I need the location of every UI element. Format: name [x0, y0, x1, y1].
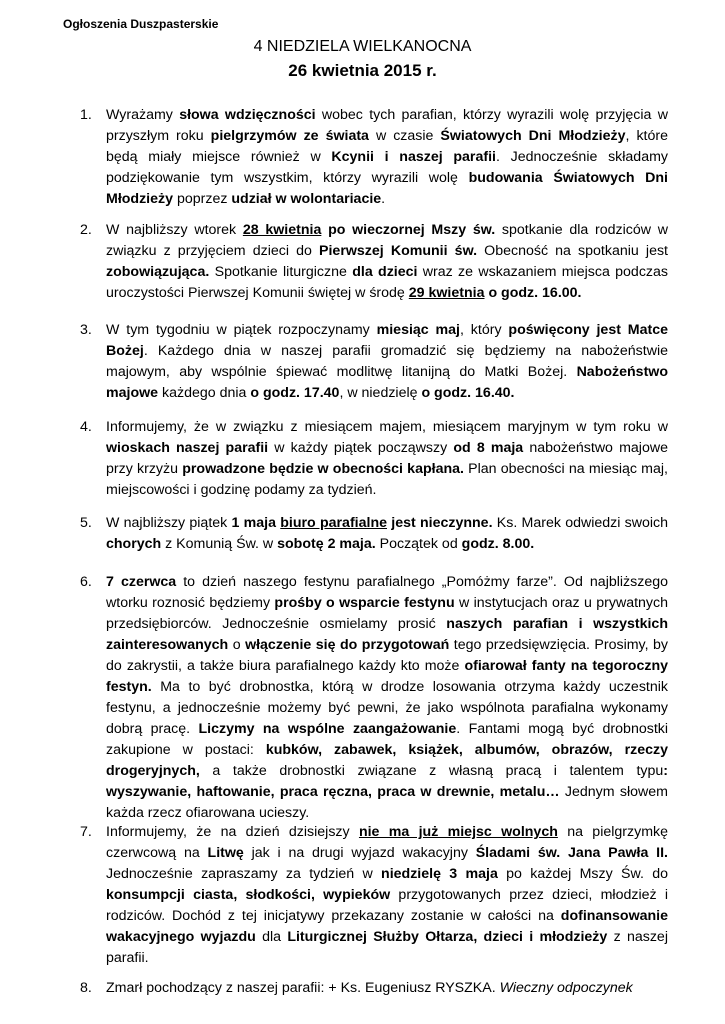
item-number: 7.	[80, 824, 92, 840]
text-segment: a także drobnostki związane z własną pracą i talentem typu	[199, 763, 664, 779]
text-segment: biuro parafialne	[280, 515, 388, 531]
text-segment: spotkanie dla rodziców w związku z przyjęciem dzieci do	[106, 222, 668, 259]
text-segment: nabożeństwo majowe przy krzyżu	[106, 440, 668, 477]
item-number: 5.	[80, 515, 92, 531]
text-segment: W tym tygodniu w piątek rozpoczynamy	[106, 322, 377, 338]
item-number: 8.	[80, 980, 92, 996]
text-segment: nie ma już miejsc wolnych	[358, 824, 558, 840]
text-segment: , który	[460, 322, 509, 338]
text-segment: po wieczornej Mszy św.	[328, 222, 496, 238]
announcement-4	[80, 417, 668, 501]
announcement-1	[80, 105, 668, 210]
text-segment: Śladami św. Jana Pawła II.	[475, 845, 668, 861]
text-segment: wraz ze wskazaniem miejsca podczas uroczystości Pierwszej Komunii świętej w środę	[106, 264, 668, 301]
text-segment: : wyszywanie, haftowanie, praca ręczna, praca w drewnie, metalu…	[106, 763, 668, 800]
text-segment: poświęcony jest Matce Bożej	[106, 322, 669, 359]
text-segment: 7 czerwca	[106, 574, 177, 590]
text-segment: chorych	[106, 536, 162, 552]
text-segment: Ks. Marek odwiedzi swoich	[492, 515, 669, 531]
text-segment: poprzez	[173, 191, 232, 207]
text-segment: Początek od	[375, 536, 462, 552]
text-segment: Ma to być drobnostka, którą w drodze losowania otrzyma każdy uczestnik festynu, a jednocześnie możemy być pewni, że jako wspólnota parafialna wykonamy dobrą pracę.	[106, 679, 668, 737]
text-segment: Litwę	[207, 845, 244, 861]
text-segment: od 8 maja	[453, 440, 524, 456]
item-text	[106, 220, 668, 304]
item-text	[106, 513, 668, 555]
text-segment: z Komunią Św. w	[161, 536, 278, 552]
text-segment: każdego dnia	[158, 385, 251, 401]
text-segment: . Jednocześnie składamy podziękowanie tym wszystkim, którzy wyrazili wolę	[106, 149, 668, 186]
text-segment: W najbliższy piątek	[106, 515, 232, 531]
announcement-2	[80, 220, 668, 304]
text-segment: Liczymy na wspólne zaangażowanie	[198, 721, 457, 737]
text-segment: . Fantami mogą być drobnostki zakupione w postaci:	[106, 721, 669, 758]
text-segment: w instytucjach oraz u prywatnych przedsiębiorców. Jednocześnie osmielamy prosić	[106, 595, 669, 632]
text-segment: Wyrażamy	[106, 107, 180, 123]
announcement-6	[80, 572, 668, 824]
text-segment: o godz. 16.40.	[421, 385, 515, 401]
text-segment: włączenie się do przygotowań	[245, 637, 450, 653]
text-segment: zobowiązująca.	[106, 264, 210, 280]
text-segment: Pierwszej Komunii św.	[319, 243, 478, 259]
text-segment: naszych parafian i wszystkich zainteresowanych	[106, 616, 668, 653]
text-segment: Liturgicznej Służby Ołtarza, dzieci i młodzieży	[287, 929, 608, 945]
item-text	[106, 978, 668, 999]
text-segment: tego przedsięwzięcia. Prosimy, by do zakrystii, a także biura parafialnego każdy kto może	[106, 637, 668, 674]
item-number: 1.	[80, 107, 92, 123]
text-segment: konsumpcji ciasta, słodkości, wypieków	[106, 887, 391, 903]
text-segment: o godz. 16.00.	[488, 285, 582, 301]
text-segment: .	[381, 191, 386, 207]
text-segment: W najbliższy wtorek	[106, 222, 243, 238]
text-segment: , które będą miały miejsce również w	[106, 128, 668, 165]
text-segment: , w niedzielę	[339, 385, 422, 401]
item-text	[106, 572, 668, 824]
text-segment: Światowych Dni Młodzieży	[440, 128, 626, 144]
text-segment: jest nieczynne.	[391, 515, 493, 531]
text-segment: w każdy piątek począwszy	[268, 440, 454, 456]
item-text	[106, 105, 668, 210]
text-segment: o	[228, 637, 246, 653]
text-segment: wioskach naszej parafii	[106, 440, 269, 456]
item-number: 3.	[80, 322, 92, 338]
text-segment: jak i na drugi wyjazd wakacyjny	[243, 845, 476, 861]
text-segment: o godz. 17.40	[250, 385, 340, 401]
page-title: 4 NIEDZIELA WIELKANOCNA	[253, 38, 472, 55]
text-segment: miesiąc maj	[376, 322, 460, 338]
item-text	[106, 320, 668, 404]
text-segment: Plan obecności na miesiąc maj, miejscowości i godzinę podamy za tydzień.	[106, 461, 668, 498]
text-segment: Jednym słowem każda rzecz ofiarowana ucieszy.	[106, 784, 668, 821]
text-segment: . Każdego dnia w naszej parafii gromadzić się będziemy na nabożeństwie majowym, aby wspólnie śpiewać modlitwę litanijną do Matki Bożej.	[106, 343, 668, 380]
item-number: 2.	[80, 222, 92, 238]
text-segment: Zmarł pochodzący z naszej parafii: + Ks. Eugeniusz RYSZKA.	[106, 980, 500, 996]
text-segment: to dzień naszego festynu parafialnego „Pomóżmy farze”. Od najbliższego wtorku roznosić będziemy	[106, 574, 668, 611]
text-segment: Nabożeństwo majowe	[106, 364, 668, 401]
text-segment: ofiarował fanty na tegoroczny festyn.	[106, 658, 669, 695]
page-date: 26 kwietnia 2015 r.	[288, 61, 437, 80]
text-segment: Kcynii i naszej parafii	[331, 149, 496, 165]
text-segment: niedzielę 3 maja	[381, 866, 498, 882]
text-segment: prowadzone będzie w obecności kapłana.	[182, 461, 464, 477]
text-segment: w czasie	[368, 128, 441, 144]
item-text	[106, 417, 668, 501]
announcement-3	[80, 320, 668, 404]
announcement-8	[80, 978, 668, 999]
text-segment: Informujemy, że na dzień dzisiejszy	[106, 824, 359, 840]
text-segment: udział w wolontariacie	[231, 191, 382, 207]
announcement-7	[80, 822, 668, 969]
page-header: Ogłoszenia Duszpasterskie	[63, 17, 219, 31]
text-segment: Spotkanie liturgiczne	[209, 264, 353, 280]
text-segment: na pielgrzymkę czerwcową na	[106, 824, 668, 861]
text-segment: Informujemy, że w związku z miesiącem majem, miesiącem maryjnym w tym roku w	[106, 419, 668, 435]
text-segment: prośby o wsparcie festynu	[274, 595, 455, 611]
text-segment: słowa wdzięczności	[179, 107, 316, 123]
item-text	[106, 822, 668, 969]
text-segment: przygotowanych przez dzieci, młodzież i rodziców. Dochód z tej inicjatywy przekazany zostanie w całości na	[106, 887, 668, 924]
text-segment: z naszej parafii.	[106, 929, 668, 966]
item-number: 6.	[80, 574, 92, 590]
text-segment: po każdej Mszy Św. do	[497, 866, 668, 882]
text-segment: Obecność na spotkaniu jest	[477, 243, 668, 259]
text-segment: kubków, zabawek, książek, albumów, obrazów, rzeczy drogeryjnych,	[106, 742, 668, 779]
text-segment: dla dzieci	[352, 264, 418, 280]
text-segment: godz. 8.00.	[461, 536, 535, 552]
text-segment: dla	[255, 929, 288, 945]
text-segment: 28 kwietnia	[242, 222, 322, 238]
text-segment: dofinansowanie wakacyjnego wyjazdu	[106, 908, 668, 945]
text-segment: sobotę 2 maja.	[277, 536, 376, 552]
text-segment: pielgrzymów ze świata	[210, 128, 369, 144]
text-segment: wobec tych parafian, którzy wyrazili wolę przyjęcia w przyszłym roku	[106, 107, 668, 144]
text-segment: budowania Światowych Dni Młodzieży	[106, 170, 668, 207]
text-segment: 29 kwietnia	[408, 285, 485, 301]
text-segment: Wieczny odpoczynek	[499, 980, 633, 996]
text-segment: Jednocześnie zapraszamy za tydzień w	[106, 866, 382, 882]
text-segment: 1 maja	[231, 515, 276, 531]
item-number: 4.	[80, 419, 92, 435]
announcement-5	[80, 513, 668, 555]
